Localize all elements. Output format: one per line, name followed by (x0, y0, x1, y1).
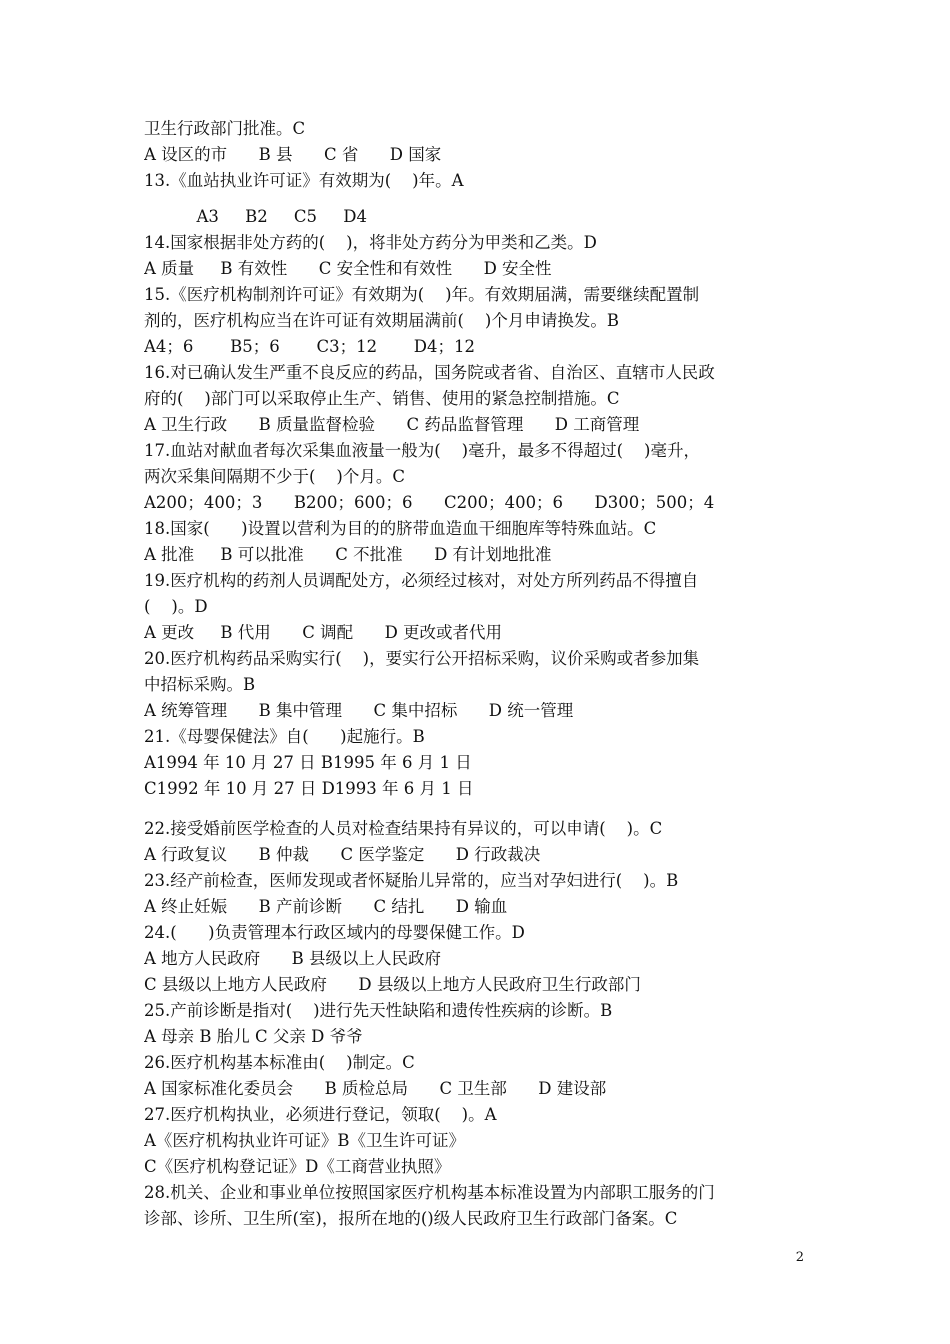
text-line: 13.《血站执业许可证》有效期为( )年。A (144, 171, 464, 190)
text-line: 26.医疗机构基本标准由( )制定。C (144, 1053, 415, 1072)
text-line: 18.国家( )设置以营利为目的的脐带血造血干细胞库等特殊血站。C (144, 519, 657, 538)
text-line: 23.经产前检查，医师发现或者怀疑胎儿异常的，应当对孕妇进行( )。B (144, 871, 679, 890)
page-number: 2 (795, 1250, 804, 1265)
text-line: 25.产前诊断是指对( )进行先天性缺陷和遗传性疾病的诊断。B (144, 1001, 613, 1020)
text-line: A1994 年 10 月 27 日 B1995 年 6 月 1 日 (144, 753, 472, 772)
text-line: 22.接受婚前医学检查的人员对检查结果持有异议的，可以申请( )。C (144, 819, 663, 838)
text-line: A3 B2 C5 D4 (144, 207, 368, 226)
text-line: 诊部、诊所、卫生所(室)，报所在地的()级人民政府卫生行政部门备案。C (144, 1209, 678, 1228)
text-line: A 统筹管理 B 集中管理 C 集中招标 D 统一管理 (144, 701, 574, 720)
text-line: A 更改 B 代用 C 调配 D 更改或者代用 (144, 623, 503, 642)
text-line: 府的( )部门可以采取停止生产、销售、使用的紧急控制措施。C (144, 389, 620, 408)
text-line: 19.医疗机构的药剂人员调配处方，必须经过核对，对处方所列药品不得擅自 (144, 571, 699, 590)
text-line: A 终止妊娠 B 产前诊断 C 结扎 D 输血 (144, 897, 508, 916)
text-line: A200；400；3 B200；600；6 C200；400；6 D300；500；4 (144, 493, 715, 512)
text-line: C《医疗机构登记证》D《工商营业执照》 (144, 1157, 451, 1176)
text-line: A 设区的市 B 县 C 省 D 国家 (144, 145, 442, 164)
document-body (144, 116, 814, 1232)
text-line: A 国家标准化委员会 B 质检总局 C 卫生部 D 建设部 (144, 1079, 607, 1098)
text-line: A 质量 B 有效性 C 安全性和有效性 D 安全性 (144, 259, 552, 278)
text-line: 27.医疗机构执业，必须进行登记，领取( )。A (144, 1105, 497, 1124)
text-line: A《医疗机构执业许可证》B《卫生许可证》 (144, 1131, 466, 1150)
text-line: A 地方人民政府 B 县级以上人民政府 (144, 949, 441, 968)
text-line: C1992 年 10 月 27 日 D1993 年 6 月 1 日 (144, 779, 474, 798)
text-line: 21.《母婴保健法》自( )起施行。B (144, 727, 425, 746)
text-line: A 卫生行政 B 质量监督检验 C 药品监督管理 D 工商管理 (144, 415, 640, 434)
text-line: C 县级以上地方人民政府 D 县级以上地方人民政府卫生行政部门 (144, 975, 641, 994)
text-line: 剂的，医疗机构应当在许可证有效期届满前( )个月申请换发。B (144, 311, 619, 330)
spacer (144, 194, 814, 204)
text-line: ( )。D (144, 597, 208, 616)
text-line: 28.机关、企业和事业单位按照国家医疗机构基本标准设置为内部职工服务的门 (144, 1183, 715, 1202)
text-line: 中招标采购。B (144, 675, 256, 694)
spacer (144, 802, 814, 816)
text-line: A4；6 B5；6 C3；12 D4；12 (144, 337, 476, 356)
text-line: 15.《医疗机构制剂许可证》有效期为( )年。有效期届满，需要继续配置制 (144, 285, 700, 304)
text-line: 20.医疗机构药品采购实行( )，要实行公开招标采购，议价采购或者参加集 (144, 649, 700, 668)
text-line: A 批准 B 可以批准 C 不批准 D 有计划地批准 (144, 545, 552, 564)
text-line: 24.( )负责管理本行政区域内的母婴保健工作。D (144, 923, 525, 942)
text-line: A 行政复议 B 仲裁 C 医学鉴定 D 行政裁决 (144, 845, 541, 864)
text-line: 卫生行政部门批准。C (144, 119, 306, 138)
text-line: A 母亲 B 胎儿 C 父亲 D 爷爷 (144, 1027, 363, 1046)
text-line: 14.国家根据非处方药的( )，将非处方药分为甲类和乙类。D (144, 233, 597, 252)
text-line: 17.血站对献血者每次采集血液量一般为( )毫升，最多不得超过( )毫升， (144, 441, 700, 460)
text-line: 两次采集间隔期不少于( )个月。C (144, 467, 405, 486)
text-line: 16.对已确认发生严重不良反应的药品，国务院或者省、自治区、直辖市人民政 (144, 363, 715, 382)
